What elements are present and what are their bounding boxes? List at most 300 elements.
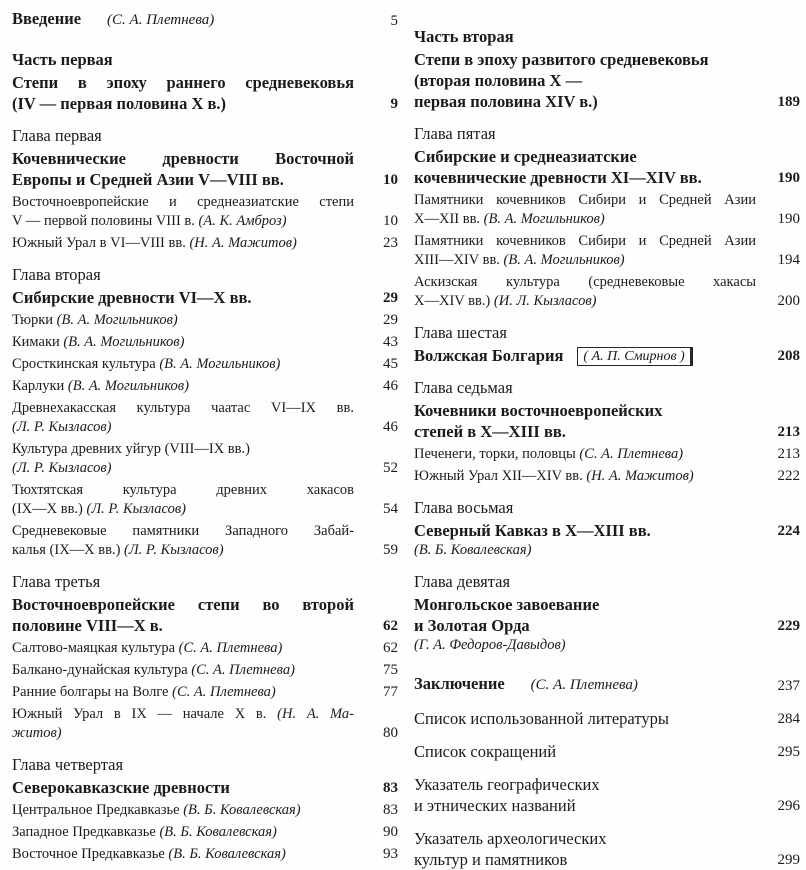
- text-segment: Ранние болгары на Волге: [12, 684, 173, 700]
- entry-line: [12, 287, 354, 308]
- author-name: (Н. А. Мажитов): [189, 235, 297, 251]
- page-number: 284: [777, 711, 800, 727]
- entry-text: [12, 8, 364, 31]
- entry-row: [414, 273, 800, 311]
- author-name: (А. К. Амброз): [198, 213, 287, 229]
- toc-column-left: [12, 8, 398, 870]
- entry-text: [12, 594, 364, 636]
- entry-line: [414, 708, 756, 729]
- toc-part-heading: [414, 26, 800, 47]
- entry-line: [414, 26, 790, 47]
- text-segment: Тюхтятская культура древних хакасов: [12, 482, 354, 498]
- page-number: 295: [777, 744, 800, 760]
- entry-row: [414, 232, 800, 270]
- text-segment: (IX—X вв.): [12, 501, 87, 517]
- toc-section-title: [414, 594, 800, 655]
- entry-row: [414, 26, 800, 47]
- page-number: 43: [383, 334, 398, 350]
- text-segment: X—XII вв.: [414, 211, 484, 227]
- entry-row: [414, 774, 800, 816]
- entry-row: [12, 193, 398, 231]
- entry-line: [12, 541, 354, 560]
- entry-line: [12, 661, 354, 680]
- toc-sub-entry: [12, 522, 398, 560]
- entry-line: [414, 251, 756, 270]
- entry-line: [12, 333, 354, 352]
- toc-section-title: [12, 148, 398, 190]
- entry-text: [12, 705, 364, 743]
- text-segment: калья (IX—X вв.): [12, 542, 125, 558]
- page-number: 10: [383, 213, 398, 229]
- entry-row: [12, 287, 398, 308]
- entry-row: [414, 123, 800, 144]
- author-name: (С. А. Плетнева): [107, 12, 215, 28]
- toc-column-right: [414, 8, 800, 870]
- entry-row: [12, 777, 398, 798]
- toc-sub-entry: [12, 193, 398, 231]
- toc-section-title: [414, 49, 800, 112]
- entry-text: [414, 571, 800, 592]
- entry-row: [12, 125, 398, 146]
- entry-line: [12, 440, 354, 459]
- toc-sub-entry: [12, 234, 398, 253]
- entry-line: [12, 125, 388, 146]
- entry-line: [12, 212, 354, 231]
- toc-sub-entry: [12, 481, 398, 519]
- author-name: (В. А. Могильников): [56, 312, 178, 328]
- author-name: (Л. Р. Кызласов): [12, 460, 112, 476]
- toc-sub-entry: [12, 311, 398, 330]
- entry-row: [12, 355, 398, 374]
- page-number: 9: [390, 96, 398, 112]
- text-segment: первая половина XIV в.): [414, 92, 598, 111]
- toc-section-title: [12, 287, 398, 308]
- toc-sub-entry: [414, 191, 800, 229]
- entry-row: [414, 345, 800, 366]
- text-segment: Глава четвертая: [12, 755, 124, 774]
- entry-text: [12, 777, 364, 798]
- entry-row: [414, 571, 800, 592]
- boxed-author-name: ( А. П. Смирнов ): [577, 347, 692, 366]
- text-segment: Глава девятая: [414, 572, 511, 591]
- entry-row: [414, 377, 800, 398]
- author-name: (Н. А. Мажитов): [586, 468, 694, 484]
- entry-row: [12, 49, 398, 70]
- page-number: 299: [777, 852, 800, 868]
- entry-line: [414, 273, 756, 292]
- page-number: 45: [383, 356, 398, 372]
- text-segment: XIII—XIV вв.: [414, 252, 504, 268]
- entry-line: [414, 123, 790, 144]
- entry-text: [414, 191, 766, 229]
- entry-row: [12, 234, 398, 253]
- toc-chapter-label: [12, 125, 398, 146]
- entry-line: [414, 49, 756, 70]
- entry-text: [12, 355, 364, 374]
- entry-line: [414, 91, 756, 112]
- text-segment: (вторая половина X —: [414, 71, 583, 90]
- author-name: (В. А. Могильников): [63, 334, 185, 350]
- entry-text: [414, 49, 766, 112]
- entry-line: [12, 754, 388, 775]
- entry-row: [12, 148, 398, 190]
- text-segment: Глава третья: [12, 572, 101, 591]
- author-name: (И. Л. Кызласов): [493, 293, 597, 309]
- toc-chapter-label: [414, 123, 800, 144]
- toc-index-entry: [414, 741, 800, 762]
- entry-text: [12, 571, 398, 592]
- page-number: 75: [383, 662, 398, 678]
- toc-index-entry: [414, 774, 800, 816]
- text-segment: Часть первая: [12, 50, 113, 69]
- text-segment: и Золотая Орда: [414, 616, 530, 635]
- toc-section-title: [12, 777, 398, 798]
- entry-line: [414, 741, 756, 762]
- page-number: 222: [777, 468, 800, 484]
- entry-line: [414, 70, 756, 91]
- entry-line: [12, 639, 354, 658]
- entry-line: [12, 148, 354, 169]
- entry-row: [12, 481, 398, 519]
- text-segment: Глава шестая: [414, 323, 507, 342]
- entry-text: [12, 125, 398, 146]
- entry-line: [414, 594, 756, 615]
- page-number: 10: [383, 172, 398, 188]
- entry-line: [12, 724, 354, 743]
- entry-text: [12, 481, 364, 519]
- text-segment: Кочевнические древности Восточной: [12, 149, 354, 168]
- entry-row: [12, 440, 398, 478]
- text-segment: Центральное Предкавказье: [12, 802, 184, 818]
- text-segment: Печенеги, торки, половцы: [414, 446, 580, 462]
- entry-text: [414, 774, 766, 816]
- page-number: 213: [777, 446, 800, 462]
- text-segment: Глава восьмая: [414, 498, 514, 517]
- page-number: 5: [390, 13, 398, 29]
- toc-section-title: [414, 146, 800, 188]
- author-name: (В. А. Могильников): [159, 356, 281, 372]
- entry-row: [414, 673, 800, 696]
- author-name: (С. А. Плетнева): [172, 684, 276, 700]
- text-segment: Глава первая: [12, 126, 102, 145]
- text-segment: Волжская Болгария: [414, 346, 564, 365]
- toc-sub-entry: [12, 661, 398, 680]
- text-segment: Аскизская культура (средневековые хакасы: [414, 274, 756, 290]
- entry-text: [414, 520, 766, 541]
- text-segment: Заключение: [414, 674, 505, 693]
- entry-row: [414, 445, 800, 464]
- entry-row: [414, 191, 800, 229]
- text-segment: Тюрки: [12, 312, 57, 328]
- entry-text: [12, 661, 364, 680]
- text-segment: Западное Предкавказье: [12, 824, 160, 840]
- toc-sub-entry: [414, 467, 800, 486]
- entry-line: [414, 322, 790, 343]
- text-segment: Восточное Предкавказье: [12, 846, 169, 862]
- page-number: 229: [777, 618, 800, 634]
- entry-line: [12, 93, 354, 114]
- page-number: 77: [383, 684, 398, 700]
- entry-text: [12, 639, 364, 658]
- text-segment: Северокавказские древности: [12, 778, 230, 797]
- toc-chapter-label: [414, 377, 800, 398]
- entry-line: [12, 823, 354, 842]
- entry-text: [12, 49, 398, 70]
- toc-sub-entry: [12, 377, 398, 396]
- entry-line: [414, 828, 756, 849]
- entry-text: [414, 232, 766, 270]
- entry-text: [12, 377, 364, 396]
- entry-line: [414, 497, 790, 518]
- entry-line: [414, 673, 756, 696]
- text-segment: культур и памятников: [414, 850, 568, 869]
- author-name: (Л. Р. Кызласов): [86, 501, 186, 517]
- entry-line: [12, 72, 354, 93]
- page-number: 194: [777, 252, 800, 268]
- page-number: 80: [383, 725, 398, 741]
- entry-text: [414, 26, 800, 47]
- entry-text: [414, 828, 766, 870]
- text-segment: Сибирские древности VI—X вв.: [12, 288, 252, 307]
- entry-text: [12, 754, 398, 775]
- text-segment: Глава вторая: [12, 265, 101, 284]
- entry-row: [12, 8, 398, 31]
- toc-sub-entry: [414, 445, 800, 464]
- page-number: 23: [383, 235, 398, 251]
- entry-line: [414, 445, 756, 464]
- entry-text: [12, 823, 364, 842]
- entry-line: [414, 467, 756, 486]
- toc-sub-entry: [12, 440, 398, 478]
- toc-chapter-label: [414, 322, 800, 343]
- page-number: 208: [777, 348, 800, 364]
- entry-line: [414, 795, 756, 816]
- text-segment: Древнехакасская культура чаатас VI—IX вв.: [12, 400, 354, 416]
- entry-row: [12, 639, 398, 658]
- entry-text: [12, 234, 364, 253]
- author-name: (В. Б. Ковалевская): [168, 846, 286, 862]
- text-segment: V — первой половины VIII в.: [12, 213, 199, 229]
- entry-text: [414, 377, 800, 398]
- entry-text: [12, 333, 364, 352]
- entry-row: [414, 322, 800, 343]
- entry-row: [12, 522, 398, 560]
- page-number: 46: [383, 419, 398, 435]
- page-number: 52: [383, 460, 398, 476]
- entry-text: [12, 148, 364, 190]
- author-name: (В. Б. Ковалевская): [183, 802, 301, 818]
- author-name: (Г. А. Федоров-Давыдов): [414, 637, 566, 653]
- entry-text: [414, 400, 766, 442]
- entry-text: [414, 497, 800, 518]
- page-number: 29: [383, 312, 398, 328]
- text-segment: Салтово-маяцкая культура: [12, 640, 179, 656]
- entry-line: [414, 167, 756, 188]
- entry-row: [12, 823, 398, 842]
- entry-line: [12, 801, 354, 820]
- entry-text: [12, 287, 364, 308]
- text-segment: Глава пятая: [414, 124, 496, 143]
- entry-text: [414, 594, 766, 636]
- entry-text: [12, 440, 364, 478]
- text-segment: (IV — первая половина X в.): [12, 94, 227, 113]
- toc-sub-entry: [12, 705, 398, 743]
- entry-line: [12, 500, 354, 519]
- text-segment: половине VIII—X в.: [12, 616, 163, 635]
- entry-row: [414, 400, 800, 442]
- toc-section-title: [414, 520, 800, 560]
- entry-line: [12, 169, 354, 190]
- entry-row: [12, 705, 398, 743]
- toc-sub-entry: [12, 333, 398, 352]
- toc-sub-entry: [12, 823, 398, 842]
- text-segment: Восточноевропейские и среднеазиатские степи: [12, 194, 354, 210]
- author-name: (Л. Р. Кызласов): [124, 542, 224, 558]
- entry-line: [414, 421, 756, 442]
- text-segment: Список использованной литературы: [414, 709, 669, 728]
- page-number: 83: [383, 780, 398, 796]
- entry-line: [12, 8, 354, 31]
- author-name: (В. А. Могильников): [503, 252, 625, 268]
- author-name: (Л. Р. Кызласов): [12, 419, 112, 435]
- author-name: (Н. А. Ма-: [277, 706, 354, 722]
- text-segment: Кочевники восточноевропейских: [414, 401, 663, 420]
- page-number: 83: [383, 802, 398, 818]
- entry-row: [414, 497, 800, 518]
- entry-line: [12, 705, 354, 724]
- entry-row: [12, 683, 398, 702]
- entry-line: [414, 571, 790, 592]
- entry-text: [414, 322, 800, 343]
- entry-text: [414, 345, 766, 366]
- page-number: 200: [777, 293, 800, 309]
- page-number: 62: [383, 640, 398, 656]
- text-segment: и этнических названий: [414, 796, 576, 815]
- entry-line: [12, 481, 354, 500]
- entry-line: [12, 418, 354, 437]
- entry-line: [12, 777, 354, 798]
- toc-sub-entry: [12, 399, 398, 437]
- page-number: 224: [777, 523, 800, 539]
- text-segment: Список сокращений: [414, 742, 557, 761]
- entry-line: [12, 683, 354, 702]
- text-segment: Балкано-дунайская культура: [12, 662, 192, 678]
- entry-row: [12, 311, 398, 330]
- text-segment: Памятники кочевников Сибири и Средней Азии: [414, 233, 756, 249]
- entry-row: [12, 377, 398, 396]
- text-segment: Указатель географических: [414, 775, 600, 794]
- page-number: 190: [777, 211, 800, 227]
- entry-text: [414, 146, 766, 188]
- entry-line: [12, 355, 354, 374]
- text-segment: Указатель археологических: [414, 829, 607, 848]
- entry-text: [12, 264, 398, 285]
- entry-row: [12, 594, 398, 636]
- entry-line: [414, 292, 756, 311]
- entry-row: [414, 520, 800, 541]
- entry-text: [414, 467, 766, 486]
- entry-text: [12, 683, 364, 702]
- text-segment: Степи в эпоху раннего средневековья: [12, 73, 354, 92]
- toc-sub-entry: [414, 273, 800, 311]
- entry-text: [12, 193, 364, 231]
- page-number: 90: [383, 824, 398, 840]
- toc-section-title: [12, 594, 398, 636]
- text-segment: Часть вторая: [414, 27, 514, 46]
- entry-line: [414, 400, 756, 421]
- toc-sub-entry: [12, 801, 398, 820]
- toc-chapter-label: [12, 754, 398, 775]
- entry-line: [414, 774, 756, 795]
- page-number: 189: [777, 94, 800, 110]
- entry-line: [414, 191, 756, 210]
- entry-row: [414, 146, 800, 188]
- text-segment: Северный Кавказ в X—XIII вв.: [414, 521, 651, 540]
- toc-lead-entry: [414, 673, 800, 696]
- author-name: (С. А. Плетнева): [579, 446, 684, 462]
- entry-line: [414, 377, 790, 398]
- text-segment: Глава седьмая: [414, 378, 513, 397]
- entry-row: [12, 801, 398, 820]
- entry-row: [12, 754, 398, 775]
- page-number: 62: [383, 618, 398, 634]
- text-segment: Карлуки: [12, 378, 68, 394]
- entry-line: [414, 615, 756, 636]
- entry-row: [12, 661, 398, 680]
- entry-text: [414, 123, 800, 144]
- text-segment: Кимаки: [12, 334, 64, 350]
- author-name: (В. Б. Ковалевская): [414, 542, 532, 558]
- entry-line: [414, 232, 756, 251]
- entry-line: [12, 193, 354, 212]
- entry-text: [12, 72, 364, 114]
- text-segment: Восточноевропейские степи во второй: [12, 595, 354, 614]
- author-name: (С. А. Плетнева): [191, 662, 295, 678]
- entry-line: [12, 522, 354, 541]
- toc-section-title: [414, 400, 800, 442]
- text-segment: Европы и Средней Азии V—VIII вв.: [12, 170, 284, 189]
- entry-row: [12, 571, 398, 592]
- page-number: 296: [777, 798, 800, 814]
- entry-line: [414, 210, 756, 229]
- toc-sub-entry: [12, 639, 398, 658]
- entry-row: [414, 741, 800, 762]
- page-number: 59: [383, 542, 398, 558]
- entry-row: [414, 49, 800, 112]
- text-segment: Южный Урал XII—XIV вв.: [414, 468, 587, 484]
- toc-chapter-label: [12, 264, 398, 285]
- entry-row: [414, 828, 800, 870]
- author-name: (С. А. Плетнева): [178, 640, 283, 656]
- entry-row: [414, 594, 800, 636]
- entry-line: [12, 459, 354, 478]
- text-segment: Монгольское завоевание: [414, 595, 600, 614]
- toc-lead-entry: [12, 8, 398, 31]
- page-number: 190: [777, 170, 800, 186]
- entry-text: [12, 522, 364, 560]
- entry-text: [12, 801, 364, 820]
- entry-text: [414, 708, 766, 729]
- entry-line: [12, 377, 354, 396]
- text-segment: кочевнические древности XI—XIV вв.: [414, 168, 702, 187]
- author-name: (С. А. Плетнева): [530, 677, 638, 693]
- page-number: 46: [383, 378, 398, 394]
- entry-line: [12, 49, 388, 70]
- text-segment: X—XIV вв.): [414, 293, 494, 309]
- entry-row: [12, 399, 398, 437]
- entry-line: [414, 345, 756, 366]
- entry-text: [12, 399, 364, 437]
